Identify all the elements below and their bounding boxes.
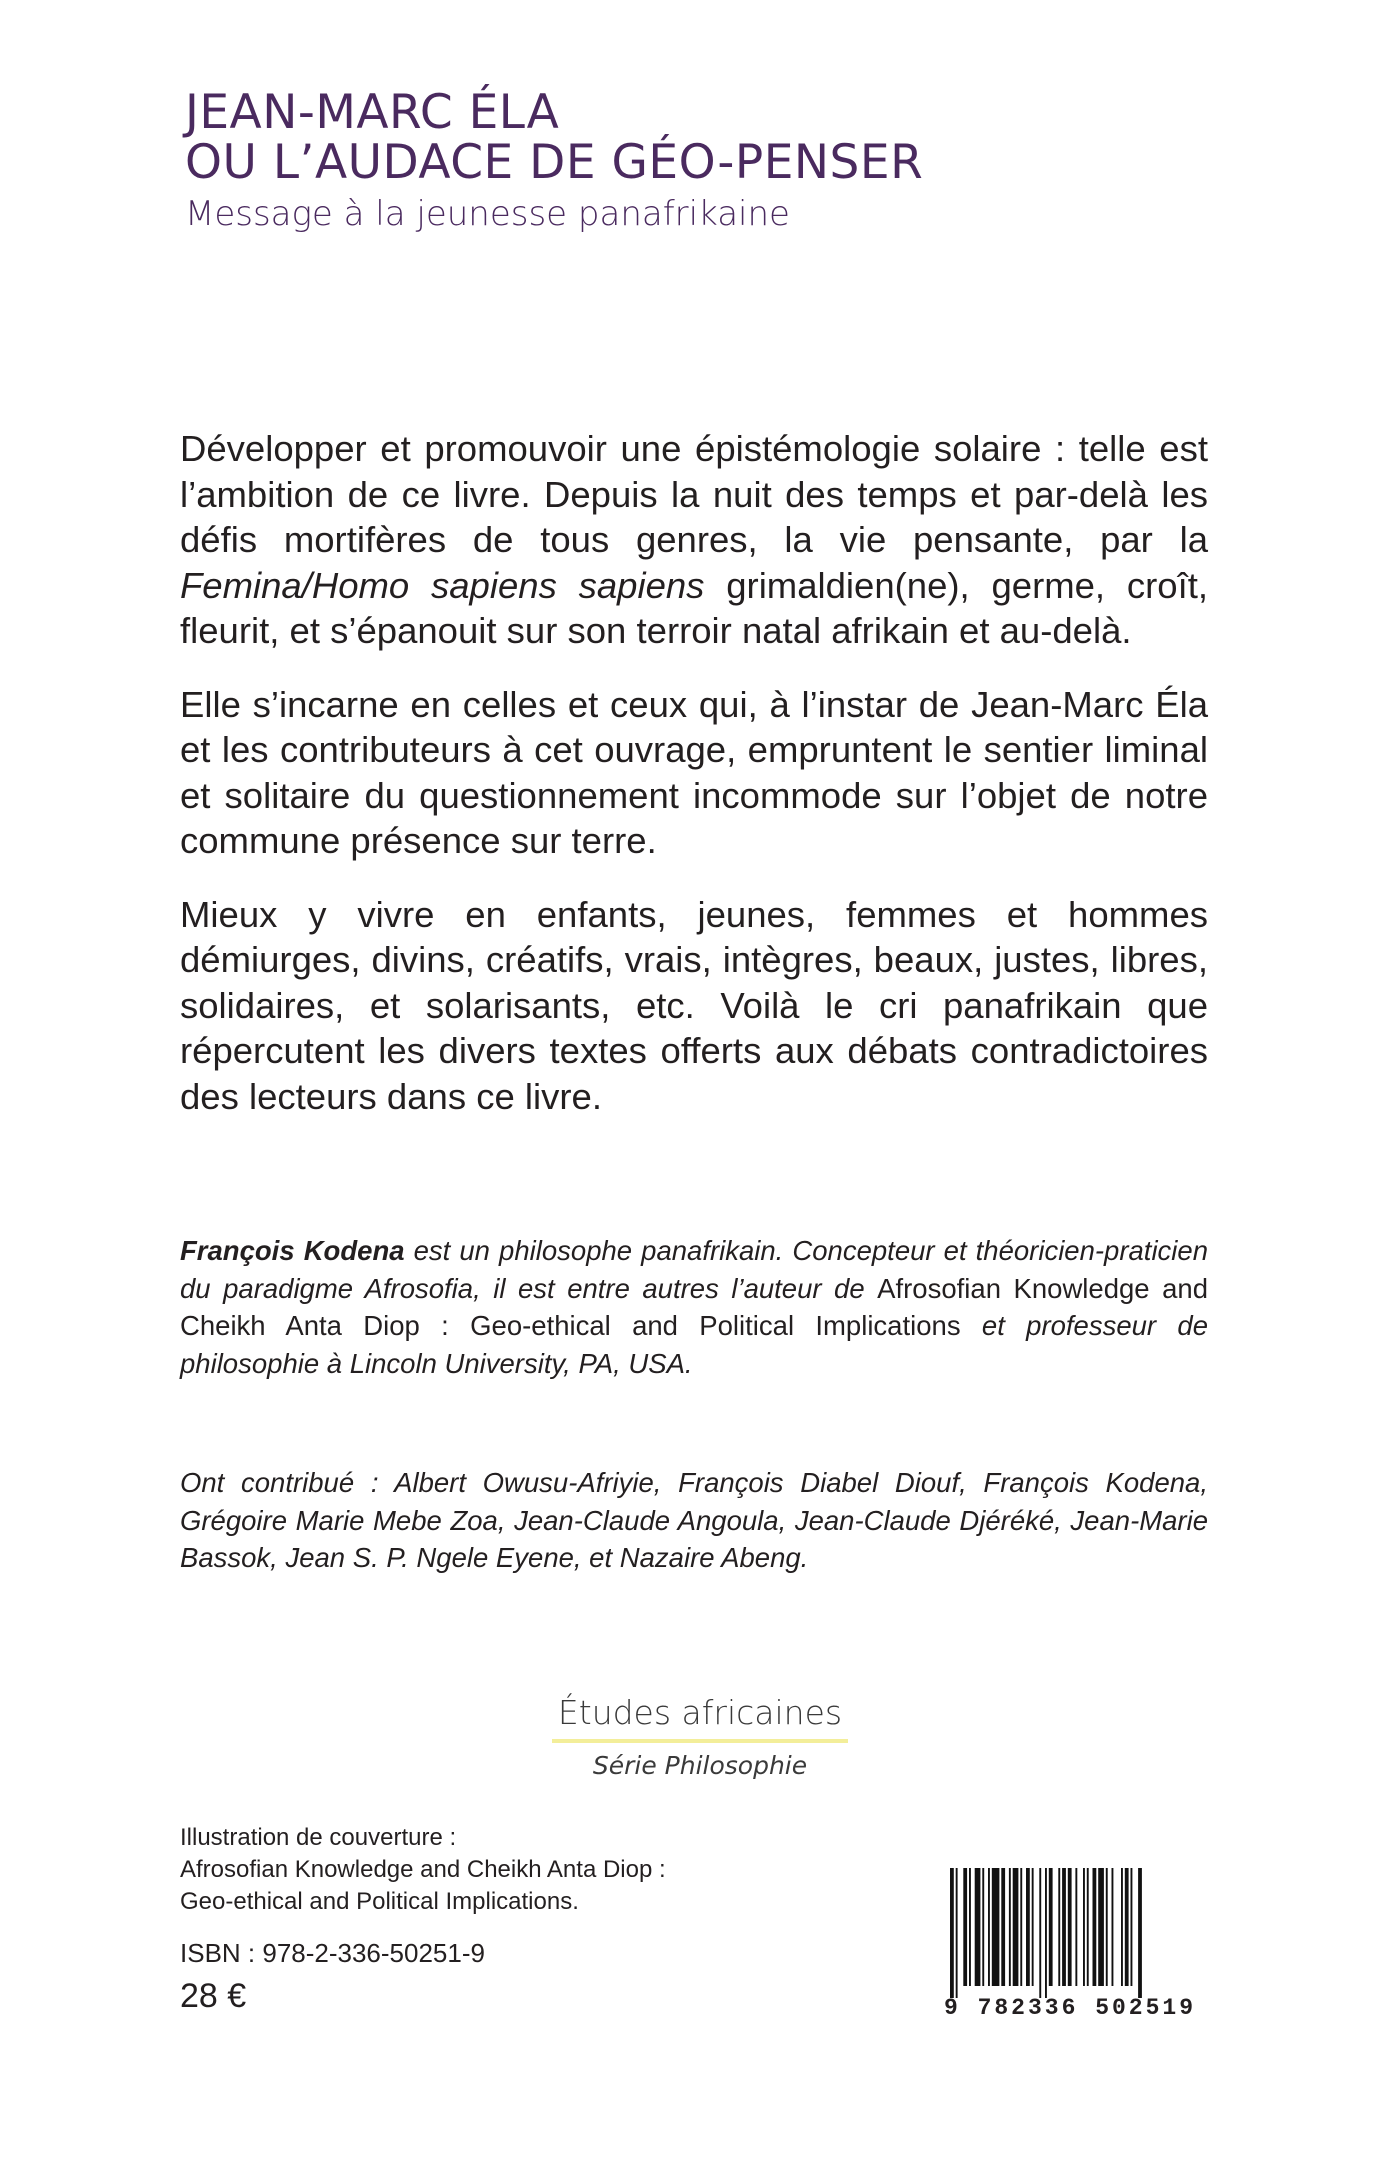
author-bio-2: et professeur de philosophie à Lincoln University, PA, USA. xyxy=(180,1310,1208,1379)
barcode-bar xyxy=(1106,1868,1108,1986)
barcode-bar xyxy=(1026,1868,1030,1986)
barcode-bar xyxy=(1125,1868,1129,1986)
barcode-bar xyxy=(975,1868,981,1986)
barcode-bar xyxy=(988,1868,990,1986)
barcode-bar xyxy=(982,1868,984,1986)
barcode-bar xyxy=(1001,1868,1005,1986)
barcode-bar xyxy=(1087,1868,1089,1986)
barcode-digits: 9 782336 502519 xyxy=(943,1995,1197,2021)
barcode-bar xyxy=(1068,1868,1072,1986)
author-bio xyxy=(180,1232,1208,1382)
colophon-line-3: Geo-ethical and Political Implications. xyxy=(180,1888,579,1915)
barcode-bar xyxy=(1098,1868,1104,1986)
barcode-bar xyxy=(1093,1868,1097,1986)
contributors: Ont contribué : Albert Owusu-Afriyie, François Diabel Diouf, François Kodena, Grégoire Marie Mebe Zoa, Jean-Claude Angoula, Jean-Claude Djéréké, Jean-Marie Bassok, Jean S. P. Ngele Eyene, et Nazaire Abeng. xyxy=(180,1467,1208,1573)
collection xyxy=(0,1693,1400,1783)
barcode-bar xyxy=(963,1868,967,1986)
subtitle: Message à la jeunesse panafrikaine xyxy=(185,194,790,234)
blurb-paragraph-1 xyxy=(180,426,1208,654)
title-line-2: OU L’AUDACE DE GÉO-PENSER xyxy=(185,135,924,190)
barcode-bar xyxy=(1112,1868,1114,1986)
barcode-bar xyxy=(969,1868,971,1986)
barcode-bar xyxy=(1131,1868,1133,1986)
barcode-bar xyxy=(1013,1868,1019,1986)
colophon xyxy=(180,1822,880,1918)
barcode-bar xyxy=(992,1868,1000,1986)
barcode-bar xyxy=(1045,1868,1047,1998)
author-book-title: Afrosofian Knowledge and Cheikh Anta Diop : Geo-ethical and Political Implications xyxy=(180,1272,1208,1341)
title-line-1: JEAN-MARC ÉLA xyxy=(185,85,560,140)
barcode-bar xyxy=(1058,1868,1060,1986)
book-header xyxy=(185,85,1285,236)
barcode-bar xyxy=(1020,1868,1022,1986)
barcode-bar xyxy=(1039,1868,1041,1998)
colophon-line-2: Afrosofian Knowledge and Cheikh Anta Diop : xyxy=(180,1856,666,1883)
barcode-bar xyxy=(1049,1868,1053,1986)
barcode-bar xyxy=(1062,1868,1066,1986)
barcode-bar xyxy=(956,1868,958,1998)
blurb-paragraph-3: Mieux y vivre en enfants, jeunes, femmes et hommes démiurges, divins, créatifs, vrais, intègres, beaux, justes, libres, solidaires, et solarisants, etc. Voilà le cri panafrikain que répercutent les divers textes offerts aux débats contradictoires des lecteurs dans ce livre. xyxy=(180,893,1208,1117)
price: 28 € xyxy=(180,1977,247,2015)
colophon-line-1: Illustration de couverture : xyxy=(180,1824,457,1851)
barcode-bar xyxy=(1075,1868,1077,1986)
isbn: ISBN : 978-2-336-50251-9 xyxy=(180,1938,485,1968)
barcode-bar xyxy=(1009,1868,1011,1986)
blurb xyxy=(180,426,1208,1147)
blurb-p1-end: grimaldien(ne), germe, croît, fleurit, et s’épanouit sur son terroir natal afrikain et au-delà. xyxy=(180,564,1208,651)
barcode-bar xyxy=(1032,1868,1034,1986)
blurb-p1-italic: Femina/Homo sapiens sapiens xyxy=(180,564,705,606)
collection-name: Études africaines xyxy=(552,1693,848,1743)
barcode-bar xyxy=(1083,1868,1085,1986)
barcode xyxy=(920,1868,1220,2024)
blurb-p1-start: Développer et promouvoir une épistémologie solaire : telle est l’ambition de ce livre. Depuis la nuit des temps et par-delà les défis mortifères de tous genres, la vie pensante, par la xyxy=(180,428,1208,560)
collection-series: Série Philosophie xyxy=(592,1751,808,1780)
author-bio-1: est un philosophe panafrikain. Concepteur et théoricien-praticien du paradigme Afrosofia, il est entre autres l’auteur de xyxy=(180,1235,1209,1304)
barcode-bar xyxy=(1138,1868,1142,1998)
barcode-bars-icon xyxy=(920,1868,1220,1998)
barcode-bar xyxy=(950,1868,954,1998)
blurb-paragraph-2: Elle s’incarne en celles et ceux qui, à l’instar de Jean-Marc Éla et les contributeurs à cet ouvrage, empruntent le sentier liminal et solitaire du questionnement incommode sur l’objet de notre commune présence sur terre. xyxy=(180,683,1208,861)
author-name: François Kodena xyxy=(180,1235,405,1266)
barcode-bar xyxy=(1121,1868,1123,1986)
